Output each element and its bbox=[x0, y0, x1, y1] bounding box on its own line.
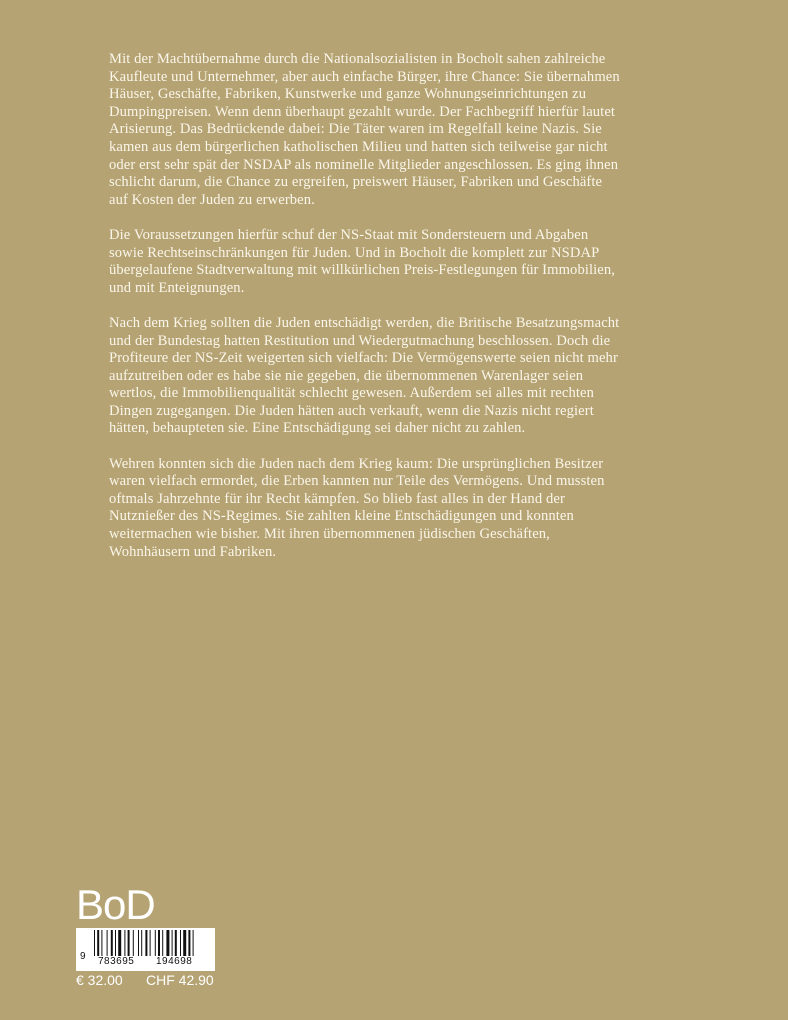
blurb-paragraph-4: Wehren konnten sich die Juden nach dem Krieg kaum: Die ursprünglichen Besitzer waren vielfach ermordet, die Erben kannten nur Teile des Vermögens. Und mussten oftmals Jahrzehnte für ihr Recht kämpfen. So blieb fast alles in der Hand der Nutznießer des NS-Regimes. Sie zahlten kleine Entschädigungen und konnten weitermachen wie bisher. Mit ihren übernommenen jüdischen Geschäften, Wohnhäusern und Fabriken. bbox=[109, 455, 605, 560]
blurb-paragraph-2: Die Voraussetzungen hierfür schuf der NS-Staat mit Sondersteuern und Abgaben sowie Rechtseinschränkungen für Juden. Und in Bocholt die komplett zur NSDAP übergelaufene Stadtverwaltung mit willkürlichen Preis-Festlegungen für Immobilien, und mit Enteignungen. bbox=[109, 226, 616, 296]
isbn-left-group: 783695 bbox=[98, 956, 135, 967]
price-eur: € 32.00 bbox=[76, 972, 123, 988]
back-cover-blurb bbox=[109, 51, 709, 579]
blurb-paragraph-3: Nach dem Krieg sollten die Juden entschädigt werden, die Britische Besatzungsmacht und der Bundestag hatten Restitution und Wiedergutmachung beschlossen. Doch die Profiteure der NS-Zeit weigerten sich vielfach: Die Vermögenswerte seien nicht mehr aufzutreiben oder es habe sie nie gegeben, die übernommenen Warenlager seien wertlos, die Immobilienqualität schlecht gewesen. Außerdem sei alles mit rechten Dingen zugegangen. Die Juden hätten auch verkauft, wenn die Nazis nicht regiert hätten, behaupteten sie. Eine Entschädigung sei daher nicht zu zahlen. bbox=[109, 314, 620, 437]
isbn-first-digit: 9 bbox=[80, 951, 86, 962]
publisher-logo: BoD bbox=[76, 881, 155, 928]
price-chf: CHF 42.90 bbox=[146, 972, 214, 988]
isbn-right-group: 194698 bbox=[156, 956, 193, 967]
blurb-paragraph-1: Mit der Machtübernahme durch die Nationalsozialisten in Bocholt sahen zahlreiche Kaufleute und Unternehmer, aber auch einfache Bürger, ihre Chance: Sie übernahmen Häuser, Geschäfte, Fabriken, Kunstwerke und ganze Wohnungseinrichtungen zu Dumpingpreisen. Wenn denn überhaupt gezahlt wurde. Der Fachbegriff hierfür lautet Arisierung. Das Bedrückende dabei: Die Täter waren im Regelfall keine Nazis. Sie kamen aus dem bürgerlichen katholischen Milieu und hatten sich teilweise gar nicht oder erst sehr spät der NSDAP als nominelle Mitglieder angeschlossen. Es ging ihnen schlicht darum, die Chance zu ergreifen, preiswert Häuser, Fabriken und Geschäfte auf Kosten der Juden zu erwerben. bbox=[109, 51, 620, 208]
